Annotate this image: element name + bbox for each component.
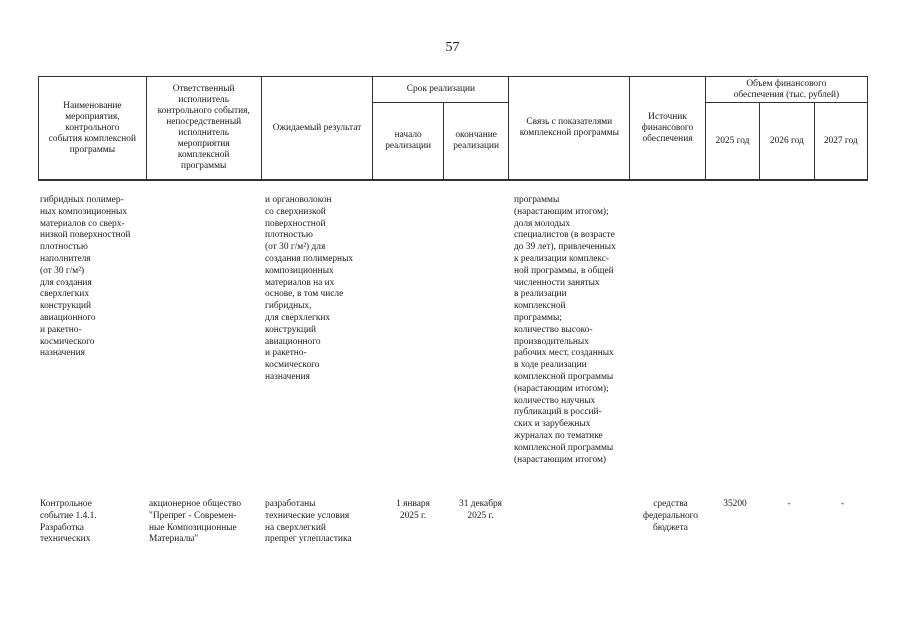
row1-name: гибридных полимер- ных композиционных материалов со сверх- низкой поверхностной плотностью наполнителя (от 30 г/м²) для создания сверхлегких конструкций авиационного и ракетно- космического назначения (40, 195, 131, 359)
row2-result: разработаны технические условия на сверхлегкий препрег углепластика (265, 499, 352, 545)
header-source: Источник финансового обеспечения (630, 77, 706, 180)
header-2025: 2025 год (705, 103, 759, 180)
row1-link: программы (нарастающим итогом); доля молодых специалистов (в возрасте до 39 лет), привлеченных к реализации комплекс- ной программы, в общей численности занятых в реализации комплексной программы; количество высоко- производительных рабочих мест, созданных в ходе реализации комплексной программы (нарастающим итогом); количество научных публикаций в россий- ских и зарубежных журналах по тематике комплексной программы (нарастающим итогом) (514, 195, 616, 465)
header-name: Наименование мероприятия, контрольного события комплексной программы (39, 77, 147, 180)
header-funding: Объем финансового обеспечения (тыс. рублей) (705, 77, 867, 103)
header-period: Срок реализации (373, 77, 509, 103)
row-divider (38, 180, 868, 181)
header-2027: 2027 год (814, 103, 867, 180)
row2-2026: - (787, 499, 791, 509)
table-header (38, 76, 868, 180)
row2-source: средства федерального бюджета (643, 499, 698, 533)
header-2026: 2026 год (760, 103, 814, 180)
row1-result: и органоволокон со сверхнизкой поверхностной плотностью (от 30 г/м²) для создания полимерных композиционных материалов на их основе, в том числе гибридных, для сверхлегких конструкций авиационного и ракетно- космического назначения (265, 195, 354, 382)
row2-end: 31 декабря 2025 г. (459, 499, 502, 521)
header-responsible: Ответственный исполнитель контрольного события, непосредственный исполнитель мероприятия комплексной программы (146, 77, 261, 180)
row2-2025: 35200 (723, 499, 747, 509)
header-end: окончание реализации (443, 103, 508, 180)
row2-start: 1 января 2025 г. (396, 499, 430, 521)
header-expected-result: Ожидаемый результат (261, 77, 373, 180)
header-start: начало реализации (373, 103, 444, 180)
page-number: 57 (445, 40, 460, 55)
row2-responsible: акционерное общество "Препрег - Современ- ные Композиционные Материалы" (149, 499, 242, 545)
header-link: Связь с показателями комплексной программы (509, 77, 630, 180)
row2-2027: - (840, 499, 845, 509)
row2-name: Контрольное событие 1.4.1. Разработка технических (40, 499, 97, 545)
